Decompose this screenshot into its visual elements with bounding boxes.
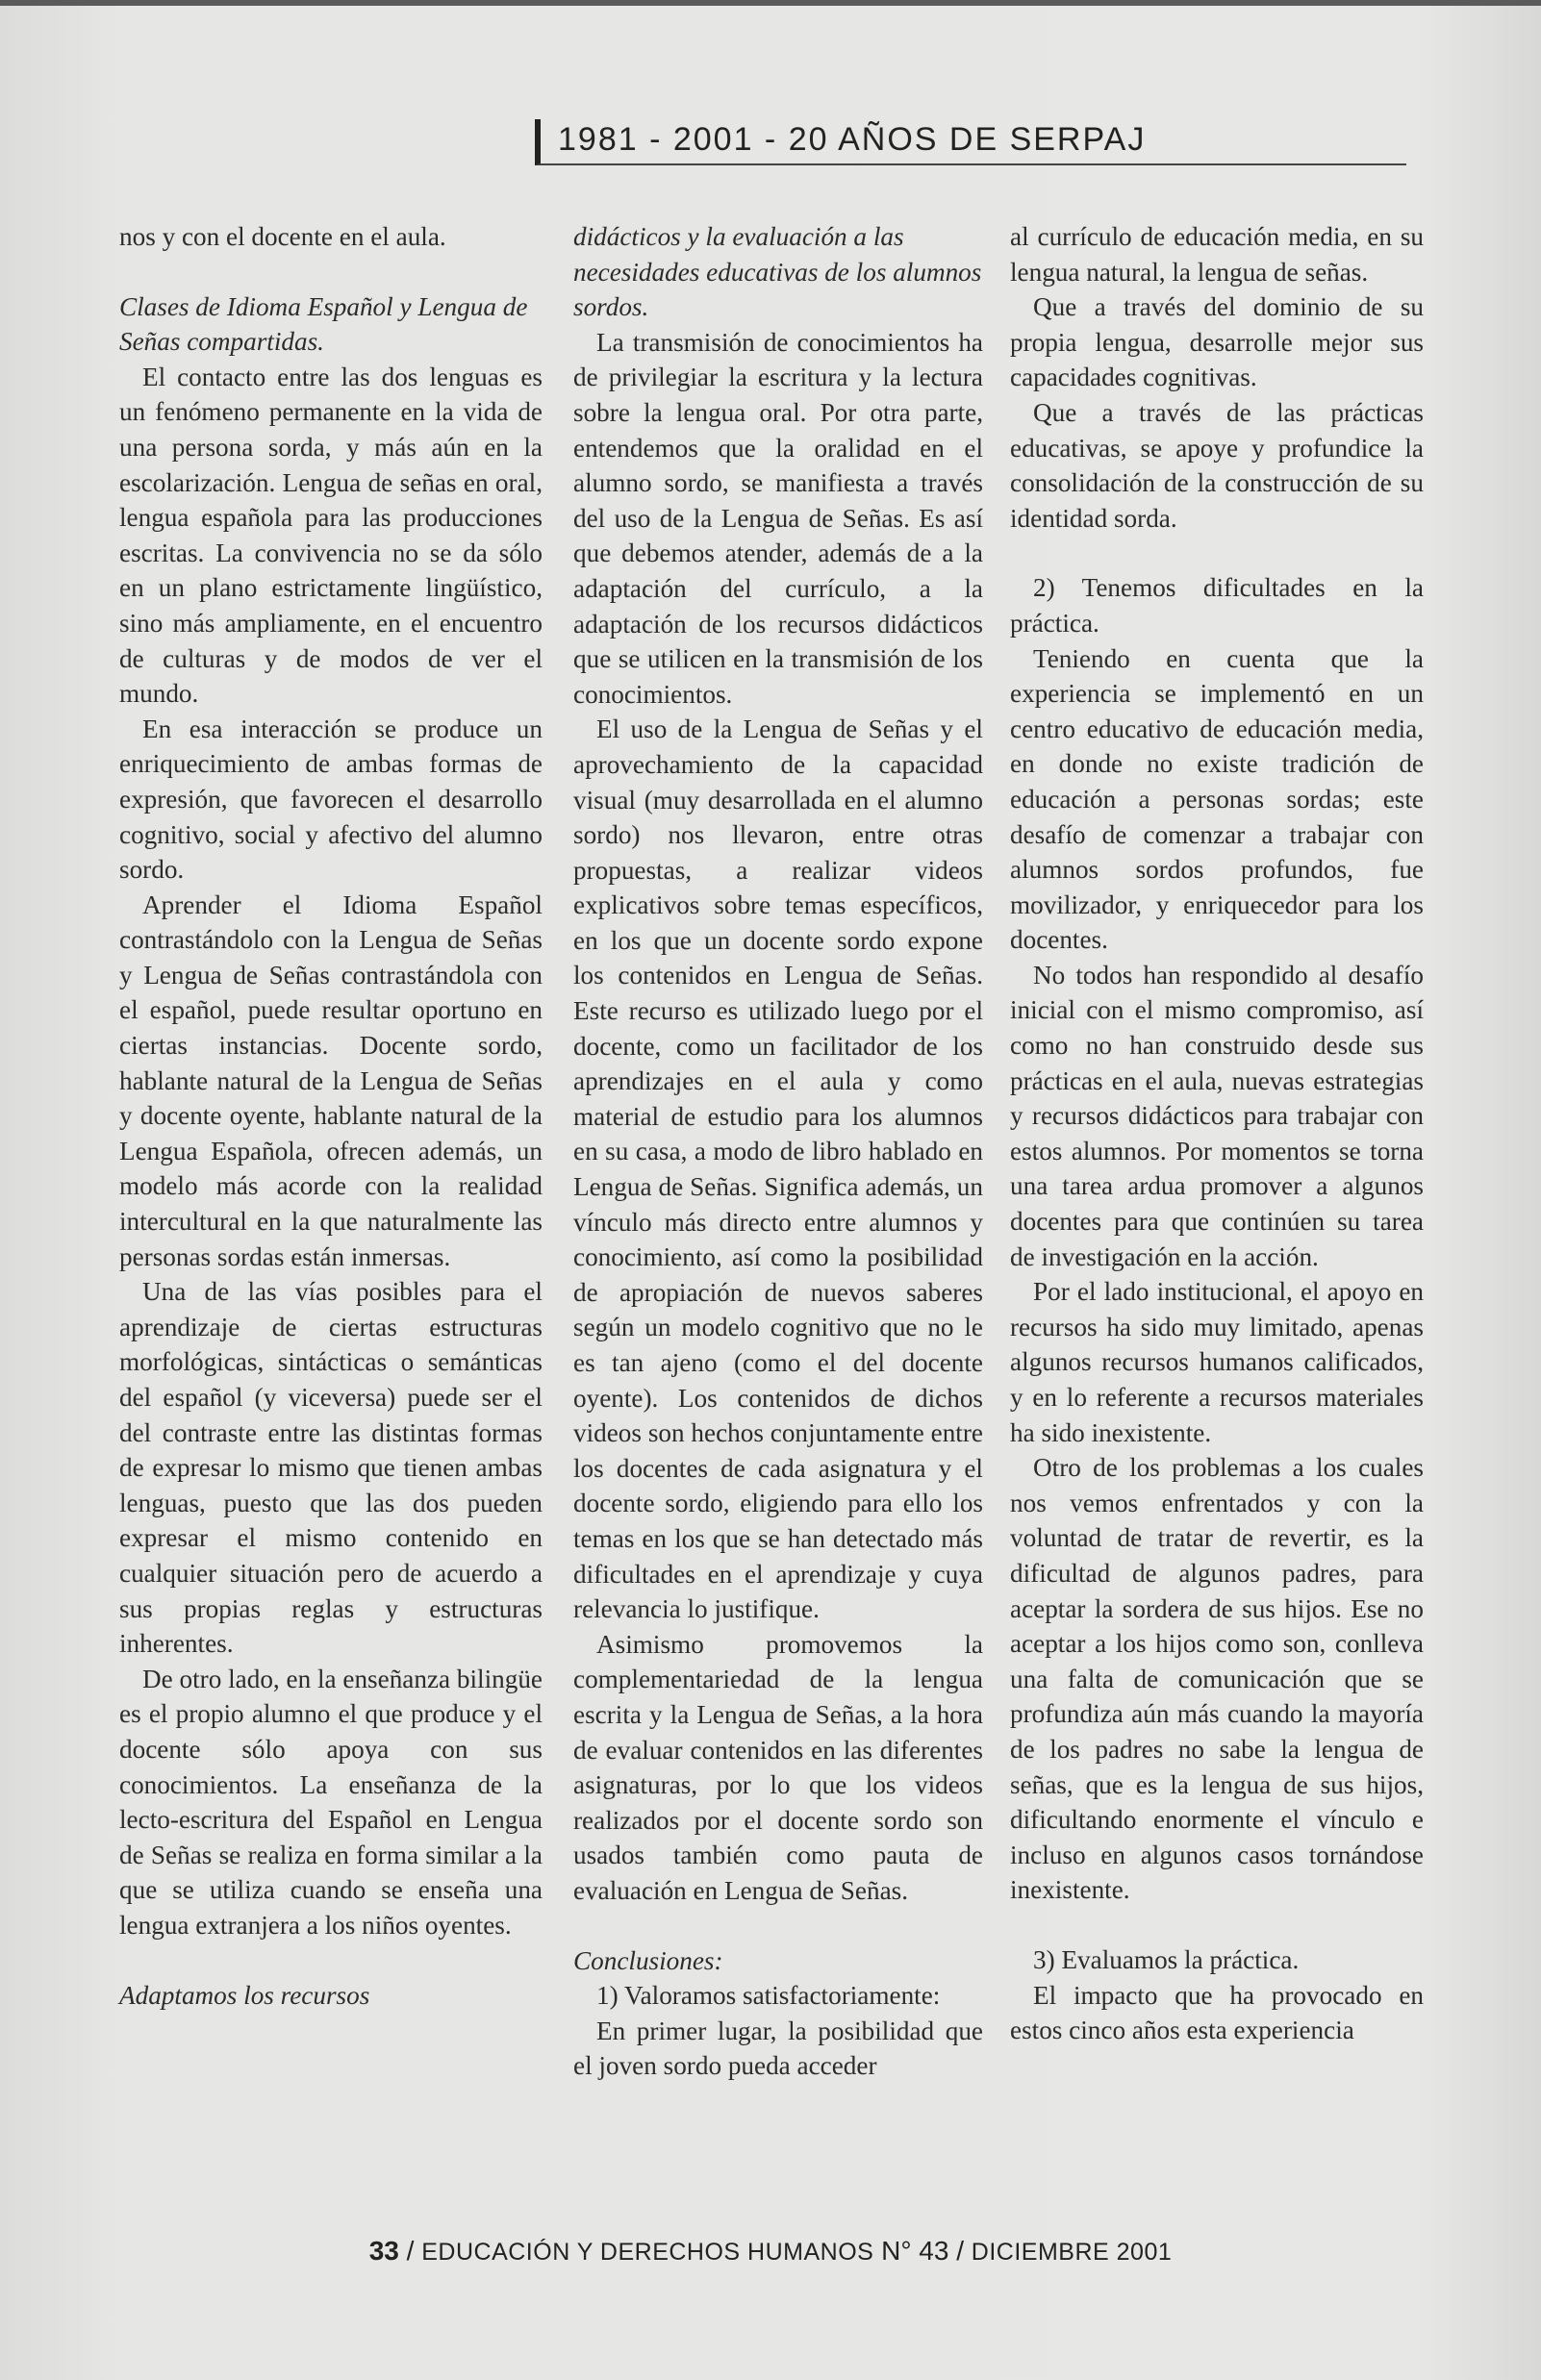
issue-date: DICIEMBRE 2001 [971,2239,1173,2266]
paragraph: 3) Evaluamos la práctica. [1033,1944,1300,1974]
paragraph: Una de las vías posibles para el aprendizaje de ciertas estructuras morfológicas, sintácticas o semánticas del español (y viceversa) puede ser el del contraste entre las distintas formas de expresar lo mismo que tienen ambas lenguas, puesto que las dos pueden expresar el mismo contenido en cualquier situación pero de acuerdo a sus propias reglas y estructuras inherentes. [119,1277,543,1659]
section-subheading: Conclusiones: [573,1945,723,1975]
text-column-3 [1010,219,1424,2048]
header-title: 1981 - 2001 - 20 AÑOS DE SERPAJ [558,121,1147,158]
paragraph: La transmisión de conocimientos ha de privilegiar la escritura y la lectura sobre la lengua oral. Por otra parte, entendemos que la oralidad en el alumno sordo, se manifiesta a través del uso de la Lengua de Señas. Es así que debemos atender, además de a la adaptación del currículo, a la adaptación de los recursos didácticos que se utilicen en la transmisión de los conocimientos. [573,327,983,709]
publication-name: EDUCACIÓN Y DERECHOS HUMANOS [421,2239,874,2266]
paragraph: El contacto entre las dos lenguas es un fenómeno permanente en la vida de una persona sorda, y más aún en la escolarización. Lengua de señas en oral, lengua española para las producciones escritas. La convivencia no se da sólo en un plano estrictamente lingüístico, sino más ampliamente, en el encuentro de culturas y de modos de ver el mundo. [119,362,543,709]
section-subheading: didácticos y la evaluación a las necesidades educativas de los alumnos sordos. [573,222,982,322]
paragraph: Que a través de las prácticas educativas, se apoye y profundice la consolidación de la construcción de su identidad sorda. [1010,397,1424,533]
text-column-2 [573,219,983,2084]
running-header [535,119,1406,165]
footer-separator: / [956,2236,965,2266]
paragraph: Teniendo en cuenta que la experiencia se implementó en un centro educativo de educación media, en donde no existe tradición de educación a personas sordas; este desafío de comenzar a trabajar con alumnos sordos profundos, fue movilizador, y enriquecedor para los docentes. [1010,643,1424,955]
paragraph: Aprender el Idioma Español contrastándolo con la Lengua de Señas y Lengua de Señas contrastándola con el español, puede resultar oportuno en ciertas instancias. Docente sordo, hablante natural de la Lengua de Señas y docente oyente, hablante natural de la Lengua Española, ofrecen además, un modelo más acorde con la realidad intercultural en la que naturalmente las personas sordas están inmersas. [119,889,543,1271]
paragraph: En primer lugar, la posibilidad que el joven sordo pueda acceder [573,2016,983,2081]
paragraph-gap [573,1909,983,1943]
section-subheading: Adaptamos los recursos [119,1980,370,2010]
paragraph: En esa interacción se produce un enriquecimiento de ambas formas de expresión, que favorecen el desarrollo cognitivo, social y afectivo del alumno sordo. [119,714,543,885]
paragraph-gap [1010,1908,1424,1942]
section-subheading: Clases de Idioma Español y Lengua de Señas compartidas. [119,291,528,357]
footer-separator: / [406,2236,415,2266]
paragraph: El impacto que ha provocado en estos cinco años esta experiencia [1010,1980,1424,2045]
paragraph: al currículo de educación media, en su lengua natural, la lengua de señas. [1010,222,1424,287]
paragraph: Por el lado institucional, el apoyo en recursos ha sido muy limitado, apenas algunos recursos humanos calificados, y en lo referente a recursos materiales ha sido inexistente. [1010,1277,1424,1447]
scan-top-edge [0,0,1541,6]
paragraph-gap [1010,536,1424,570]
paragraph: Otro de los problemas a los cuales nos vemos enfrentados y con la voluntad de tratar de revertir, es la dificultad de algunos padres, para aceptar la sordera de sus hijos. Ese no aceptar a los hijos como son, conlleva una falta de comunicación que se profundiza aún más cuando la mayoría de los padres no sabe la lengua de señas, que es la lengua de sus hijos, dificultando enormente el vínculo e incluso en algunos casos tornándose inexistente. [1010,1453,1424,1905]
paragraph: nos y con el docente en el aula. [119,222,446,251]
paragraph: No todos han respondido al desafío inicial con el mismo compromiso, así como no han construido desde sus prácticas en el aula, nuevas estrategias y recursos didácticos para trabajar con estos alumnos. Por momentos se torna una tarea ardua promover a algunos docentes para que continúen su tarea de investigación en la acción. [1010,960,1424,1271]
paragraph: 1) Valoramos satisfactoriamente: [596,1981,941,2011]
paragraph: Asimismo promovemos la complementariedad de la lengua escrita y la Lengua de Señas, a la hora de evaluar contenidos en las diferentes asignaturas, por lo que los videos realizados por el docente sordo son usados también como pauta de evaluación en Lengua de Señas. [573,1629,983,1905]
issue-number: N° 43 [881,2236,949,2266]
page-footer [0,2236,1541,2267]
text-column-1 [119,219,543,2013]
page-number: 33 [368,2236,399,2266]
paragraph-gap [119,255,543,289]
paragraph: El uso de la Lengua de Señas y el aprovechamiento de la capacidad visual (muy desarrollada en el alumno sordo) nos llevaron, entre otras propuestas, a realizar videos explicativos sobre temas específicos, en los que un docente sordo expone los contenidos en Lengua de Señas. Este recurso es utilizado luego por el docente, como un facilitador de los aprendizajes en el aula y como material de estudio para los alumnos en su casa, a modo de libro hablado en Lengua de Señas. Significa además, un vínculo más directo entre alumnos y conocimiento, así como la posibilidad de apropiación de nuevos saberes según un modelo cognitivo que no le es tan ajeno (como el del docente oyente). Los contenidos de dichos videos son hechos conjuntamente entre los docentes de cada asignatura y el docente sordo, eligiendo para ello los temas en los que se han detectado más dificultades en el aprendizaje y cuya relevancia lo justifique. [573,714,983,1624]
paragraph-gap [119,1943,543,1978]
paragraph: Que a través del dominio de su propia lengua, desarrolle mejor sus capacidades cognitivas. [1010,292,1424,392]
paragraph: De otro lado, en la enseñanza bilingüe es el propio alumno el que produce y el docente sólo apoya con sus conocimientos. La enseñanza de la lecto-escritura del Español en Lengua de Señas se realiza en forma similar a la que se utiliza cuando se enseña una lengua extranjera a los niños oyentes. [119,1664,543,1940]
paragraph: 2) Tenemos dificultades en la práctica. [1010,573,1424,638]
